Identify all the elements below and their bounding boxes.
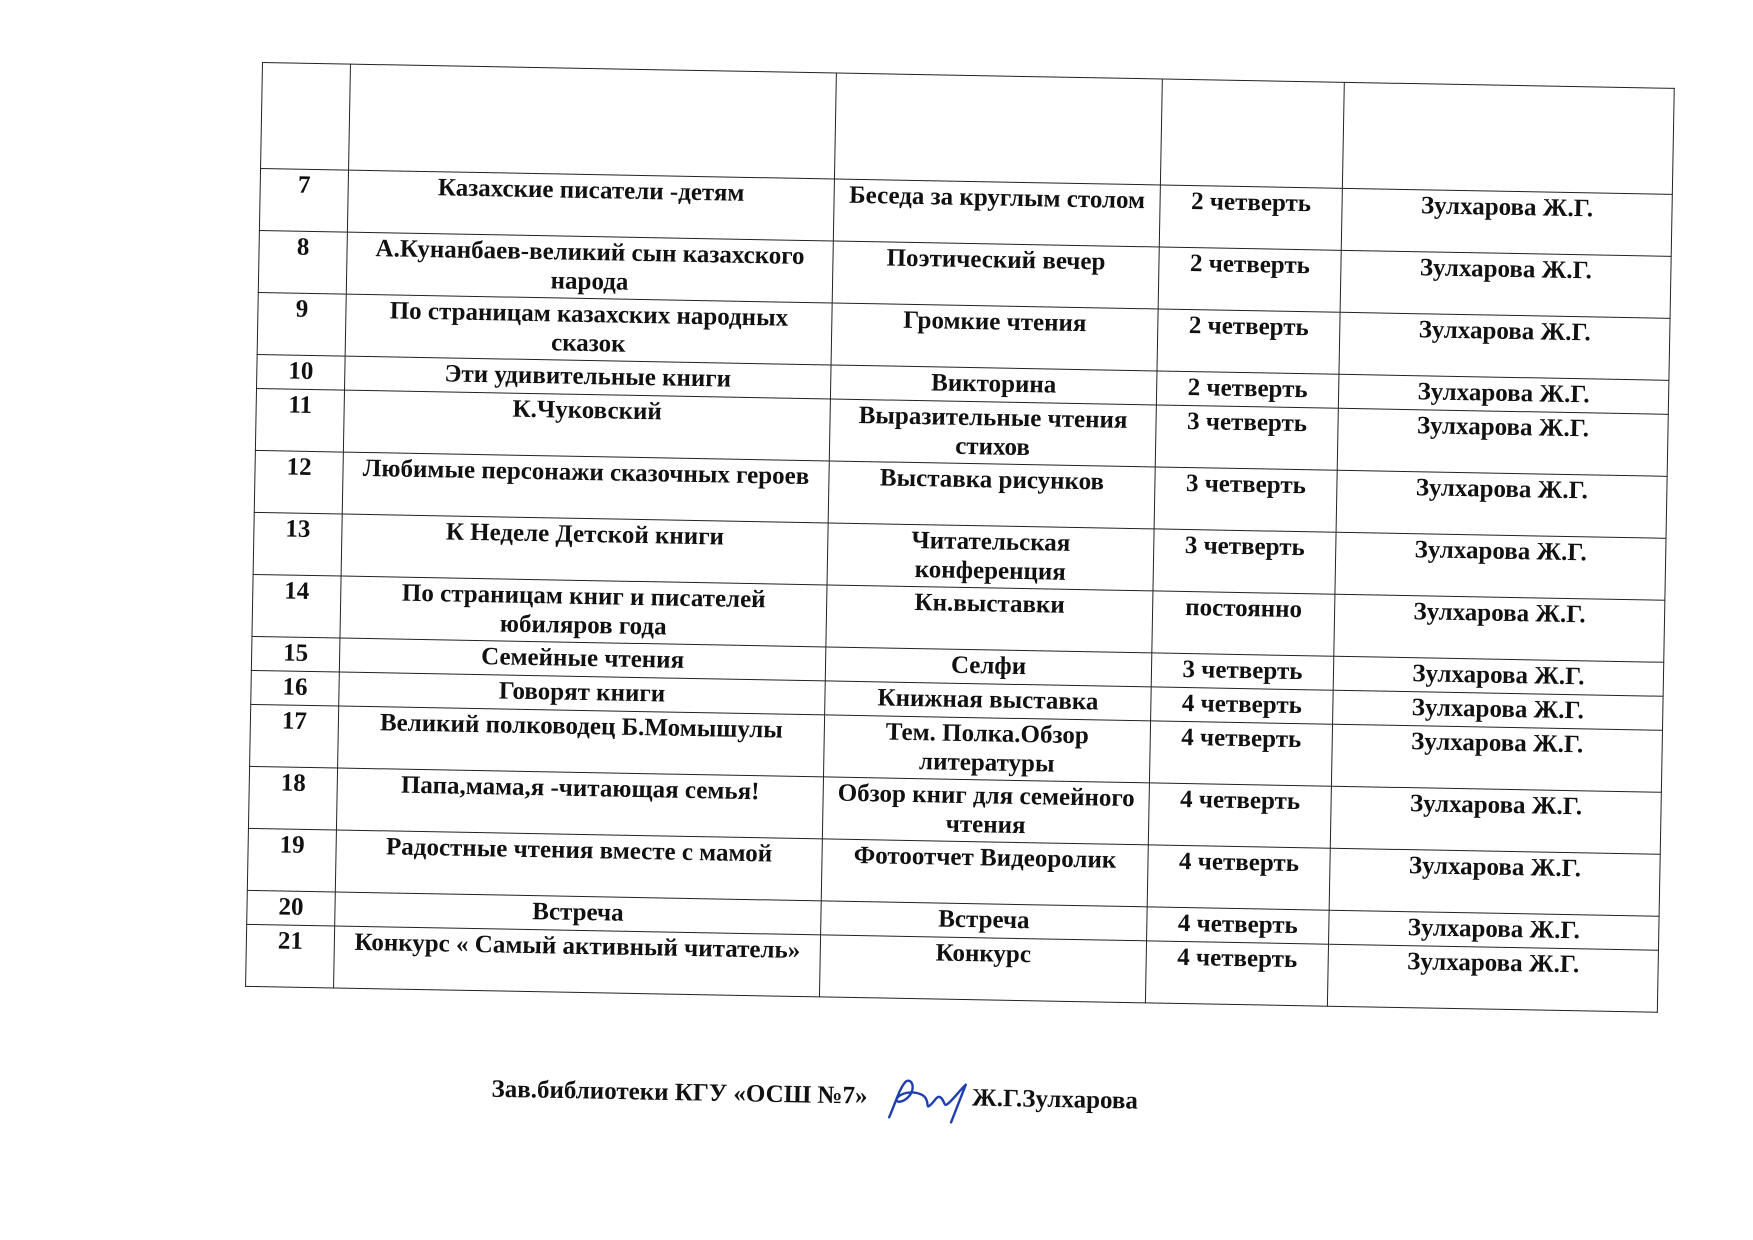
event-title: Эти удивительные книги (345, 356, 832, 399)
signatory-name: Ж.Г.Зулхарова (971, 1084, 1139, 1115)
row-number: 14 (252, 574, 341, 638)
event-date: 4 четверть (1147, 907, 1330, 944)
event-form: Фотоотчет Видеоролик (821, 839, 1148, 907)
event-date: постоянно (1152, 591, 1335, 656)
row-number: 12 (254, 450, 343, 514)
event-form: Читательская конференция (827, 523, 1154, 591)
event-title: К.Чуковский (343, 390, 830, 461)
event-responsible: Зулхарова Ж.Г. (1329, 848, 1660, 916)
event-date: 3 четверть (1153, 529, 1336, 594)
event-responsible: Зулхарова Ж.Г. (1333, 690, 1664, 730)
event-title: Встреча (335, 892, 822, 935)
event-title: Конкурс « Самый активный читатель» (334, 926, 821, 997)
row-number: 9 (257, 292, 346, 356)
event-responsible: Зулхарова Ж.Г. (1333, 656, 1664, 696)
event-form: Тем. Полка.Обзор литературы (823, 715, 1150, 783)
event-title: А.Кунанбаев-великий сын казахского народа (346, 232, 833, 303)
event-form: Викторина (830, 365, 1157, 405)
event-date: 2 четверть (1159, 185, 1342, 250)
event-date: 2 четверть (1158, 247, 1341, 312)
event-date: 3 четверть (1155, 405, 1338, 470)
event-form: Громкие чтения (831, 303, 1158, 371)
signatory-position: Зав.библиотеки КГУ «ОСШ №7» (491, 1075, 868, 1110)
event-title: Любимые персонажи сказочных героев (342, 452, 829, 523)
event-responsible: Зулхарова Ж.Г. (1335, 532, 1666, 600)
event-date: 2 четверть (1156, 371, 1339, 408)
event-form: Книжная выставка (825, 681, 1152, 721)
event-responsible: Зулхарова Ж.Г. (1334, 594, 1665, 662)
signature-line (491, 1066, 1138, 1128)
row-number: 11 (255, 388, 344, 452)
event-responsible: Зулхарова Ж.Г. (1331, 724, 1662, 792)
row-number: 8 (258, 230, 347, 294)
event-title: Семейные чтения (339, 638, 826, 681)
row-number: 18 (248, 766, 337, 830)
event-title: По страницам книг и писателей юбиляров года (340, 576, 827, 647)
event-date: 4 четверть (1151, 687, 1334, 724)
event-responsible: Зулхарова Ж.Г. (1330, 786, 1661, 854)
event-title: Говорят книги (339, 672, 826, 715)
row-number: 17 (250, 704, 339, 768)
event-form: Обзор книг для семейного чтения (822, 777, 1149, 845)
handwritten-signature-icon (875, 1073, 980, 1125)
events-table (245, 62, 1675, 1013)
event-date: 4 четверть (1149, 721, 1332, 786)
event-responsible: Зулхарова Ж.Г. (1339, 312, 1670, 380)
event-responsible: Зулхарова Ж.Г. (1338, 374, 1669, 414)
event-date: 3 четверть (1154, 467, 1337, 532)
row-number: 21 (246, 924, 335, 988)
table-wrapper (245, 62, 1675, 1013)
event-responsible: Зулхарова Ж.Г. (1327, 944, 1658, 1012)
header-cell (834, 73, 1162, 185)
event-form: Поэтический вечер (832, 241, 1159, 309)
header-cell (349, 64, 837, 179)
row-number: 19 (247, 828, 336, 892)
event-title: К Неделе Детской книги (341, 514, 828, 585)
event-title: Радостные чтения вместе с мамой (335, 830, 822, 901)
event-date: 4 четверть (1145, 941, 1328, 1006)
row-number: 13 (253, 512, 342, 576)
row-number: 7 (259, 168, 348, 232)
event-form: Встреча (821, 901, 1148, 941)
event-title: По страницам казахских народных сказок (345, 294, 832, 365)
event-responsible: Зулхарова Ж.Г. (1340, 250, 1671, 318)
event-form: Кн.выставки (826, 585, 1153, 653)
event-form: Выразительные чтения стихов (829, 399, 1156, 467)
row-number: 15 (251, 636, 340, 672)
header-cell (1342, 82, 1674, 194)
event-responsible: Зулхарова Ж.Г. (1329, 910, 1660, 950)
event-responsible: Зулхарова Ж.Г. (1341, 188, 1672, 256)
row-number: 20 (247, 890, 336, 926)
event-form: Выставка рисунков (828, 461, 1155, 529)
event-title: Великий полководец Б.Момышулы (338, 706, 825, 777)
row-number: 10 (257, 354, 346, 390)
event-title: Папа,мама,я -читающая семья! (336, 768, 823, 839)
event-date: 2 четверть (1157, 309, 1340, 374)
event-title: Казахские писатели -детям (347, 170, 834, 241)
event-form: Селфи (825, 647, 1152, 687)
header-cell (1160, 79, 1344, 188)
event-date: 4 четверть (1147, 845, 1330, 910)
header-cell (261, 63, 351, 171)
event-date: 4 четверть (1148, 783, 1331, 848)
event-form: Конкурс (819, 935, 1146, 1003)
event-date: 3 четверть (1151, 653, 1334, 690)
row-number: 16 (251, 670, 340, 706)
event-responsible: Зулхарова Ж.Г. (1336, 470, 1667, 538)
event-form: Беседа за круглым столом (833, 179, 1160, 247)
event-responsible: Зулхарова Ж.Г. (1337, 408, 1668, 476)
